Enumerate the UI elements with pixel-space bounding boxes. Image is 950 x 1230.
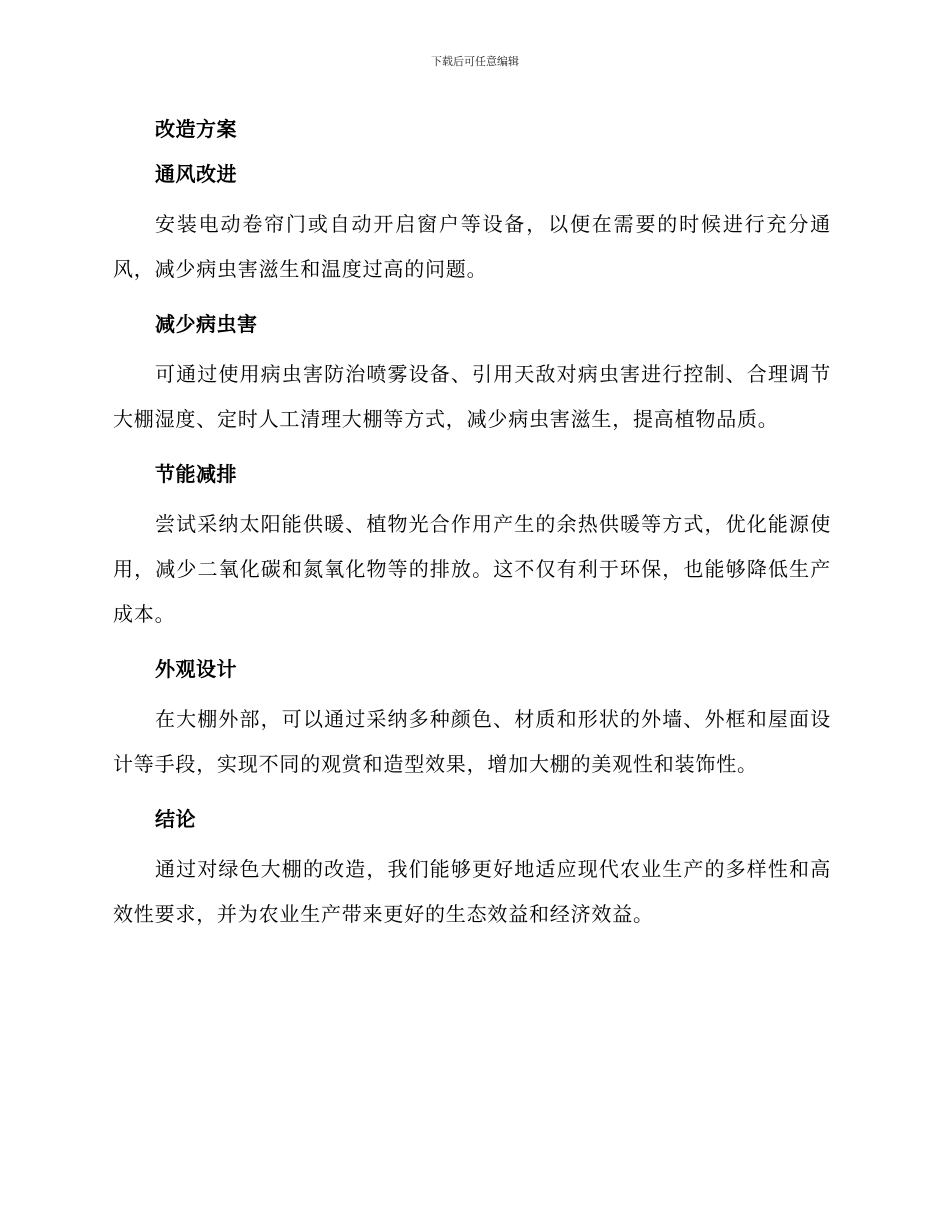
section-heading-conclusion: 结论 bbox=[155, 807, 196, 831]
section-heading-energy-saving: 节能减排 bbox=[155, 462, 237, 486]
section-paragraph-conclusion: 通过对绿色大棚的改造，我们能够更好地适应现代农业生产的多样性和高效性要求，并为农业生产带来更好的生态效益和经济效益。 bbox=[113, 857, 831, 926]
section-paragraph-appearance: 在大棚外部，可以通过采纳多种颜色、材质和形状的外墙、外框和屋面设计等手段，实现不同的观赏和造型效果，增加大棚的美观性和装饰性。 bbox=[113, 707, 831, 776]
page-header: 下载后可任意编辑 bbox=[431, 55, 519, 68]
section-paragraph-ventilation: 安装电动卷帘门或自动开启窗户等设备，以便在需要的时候进行充分通风，减少病虫害滋生和温度过高的问题。 bbox=[113, 212, 831, 281]
section-heading-pest-control: 减少病虫害 bbox=[155, 312, 258, 336]
section-paragraph-energy-saving: 尝试采纳太阳能供暖、植物光合作用产生的余热供暖等方式，优化能源使用，减少二氧化碳和氮氧化物等的排放。这不仅有利于环保，也能够降低生产成本。 bbox=[113, 512, 831, 626]
section-heading-ventilation: 通风改进 bbox=[155, 162, 237, 186]
document-body bbox=[113, 112, 831, 937]
section-heading-appearance: 外观设计 bbox=[155, 657, 237, 681]
section-paragraph-pest-control: 可通过使用病虫害防治喷雾设备、引用天敌对病虫害进行控制、合理调节大棚湿度、定时人工清理大棚等方式，减少病虫害滋生，提高植物品质。 bbox=[113, 362, 831, 431]
section-heading-renovation-plan: 改造方案 bbox=[155, 117, 237, 141]
